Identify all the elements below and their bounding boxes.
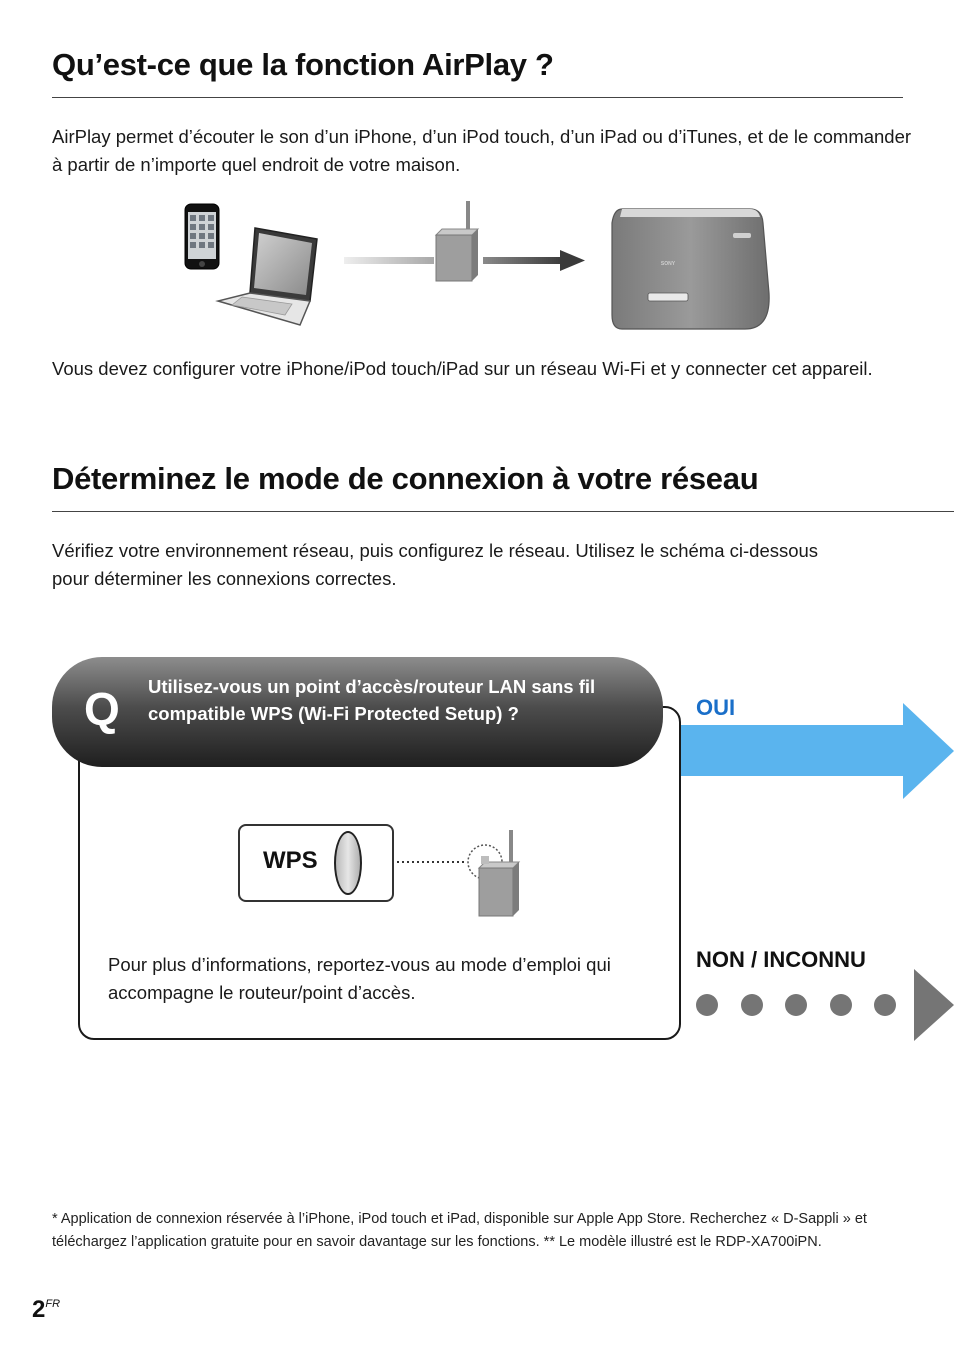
yes-arrow-icon	[681, 703, 954, 799]
dot-icon	[874, 994, 896, 1016]
router-icon	[436, 201, 478, 281]
laptop-icon	[218, 228, 317, 325]
dot-icon	[741, 994, 763, 1016]
wps-router-illustration	[395, 826, 530, 921]
speaker-brand-label: SONY	[660, 261, 676, 267]
arrow-to-speaker-icon	[483, 257, 563, 264]
dot-icon	[696, 994, 718, 1016]
page-lang: FR	[45, 1298, 61, 1310]
question-text: Utilisez-vous un point d’accès/routeur LAN sans fil compatible WPS (Wi-Fi Protected Setup) ?	[148, 676, 596, 724]
footnote: * Application de connexion réservée à l’iPhone, iPod touch et iPad, disponible sur Apple App Store. Recherchez « D-Sappli » et téléchargez l’application gratuite pour en savoir davantage sur les fonctions. ** Le modèle illustré est le RDP-XA700iPN.	[52, 1211, 867, 1250]
wps-label: WPS	[263, 847, 318, 874]
section-title-connexion: Déterminez le mode de connexion à votre réseau	[52, 461, 759, 496]
dot-icon	[785, 994, 807, 1016]
router-info: Pour plus d’informations, reportez-vous au mode d’emploi qui accompagne le routeur/point d’accès.	[108, 954, 611, 1003]
airplay-intro: AirPlay permet d’écouter le son d’un iPhone, d’un iPod touch, d’un iPad ou d’iTunes, et de le commander à partir de n’importe quel endroit de votre maison.	[52, 126, 912, 175]
iphone-icon	[185, 204, 219, 269]
arrow-to-router-icon	[344, 257, 434, 264]
answer-no-label: NON / INCONNU	[696, 947, 866, 972]
airplay-illustration	[180, 193, 780, 338]
speaker-dock-icon	[612, 209, 769, 329]
section-title-airplay: Qu’est-ce que la fonction AirPlay ?	[52, 47, 554, 82]
dot-icon	[830, 994, 852, 1016]
answer-yes-label: OUI	[696, 695, 736, 720]
page-number	[32, 1296, 60, 1324]
connexion-intro: Vérifiez votre environnement réseau, puis configurez le réseau. Utilisez le schéma ci-dessous pour déterminer les connexions correctes.	[52, 540, 819, 589]
title-rule-2	[52, 511, 954, 512]
no-arrow-head-icon	[914, 969, 954, 1041]
arrow-head-icon	[560, 250, 585, 271]
page-number-value: 2	[32, 1296, 46, 1323]
title-rule	[52, 97, 903, 98]
q-badge: Q	[84, 683, 120, 735]
wifi-note: Vous devez configurer votre iPhone/iPod touch/iPad sur un réseau Wi-Fi et y connecter cet appareil.	[52, 358, 873, 379]
wps-button-icon	[334, 831, 362, 895]
